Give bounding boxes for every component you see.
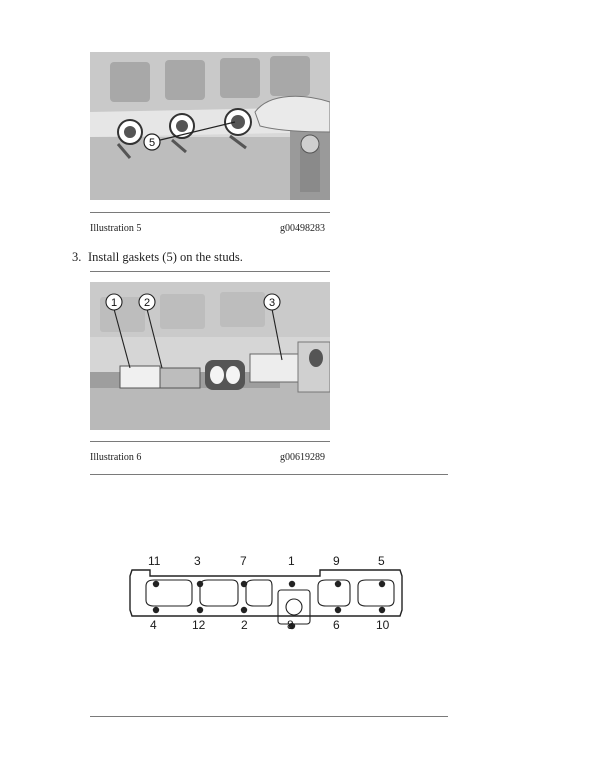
callout-5: 5: [148, 137, 156, 149]
torque-bottom-number: 4: [150, 618, 157, 632]
illustration-6-photo: [90, 282, 330, 430]
torque-top-number: 9: [333, 554, 340, 568]
callout-2: 2: [143, 297, 151, 309]
torque-bottom-number: 2: [241, 618, 248, 632]
illustration-6-label: Illustration 6: [90, 452, 142, 463]
illustration-5-label: Illustration 5: [90, 223, 142, 234]
torque-top-number: 5: [378, 554, 385, 568]
illustration-6-code: g00619289: [280, 452, 325, 463]
step-text: Install gaskets (5) on the studs.: [88, 250, 243, 264]
torque-bottom-number: 8: [287, 618, 294, 632]
torque-top-number: 7: [240, 554, 247, 568]
torque-bottom-number: 10: [376, 618, 390, 632]
divider: [90, 716, 448, 717]
torque-top-number: 1: [288, 554, 295, 568]
torque-bottom-number: 6: [333, 618, 340, 632]
divider: [90, 441, 330, 442]
divider: [90, 271, 330, 272]
torque-top-number: 3: [194, 554, 201, 568]
divider: [90, 474, 448, 475]
step-number: 3.: [72, 250, 82, 264]
torque-bottom-number: 12: [192, 618, 206, 632]
callout-1: 1: [110, 297, 118, 309]
torque-top-number: 11: [148, 554, 161, 568]
torque-sequence-diagram: [120, 550, 420, 640]
illustration-5-code: g00498283: [280, 223, 325, 234]
illustration-5-photo: [90, 52, 330, 200]
callout-3: 3: [268, 297, 276, 309]
divider: [90, 212, 330, 213]
